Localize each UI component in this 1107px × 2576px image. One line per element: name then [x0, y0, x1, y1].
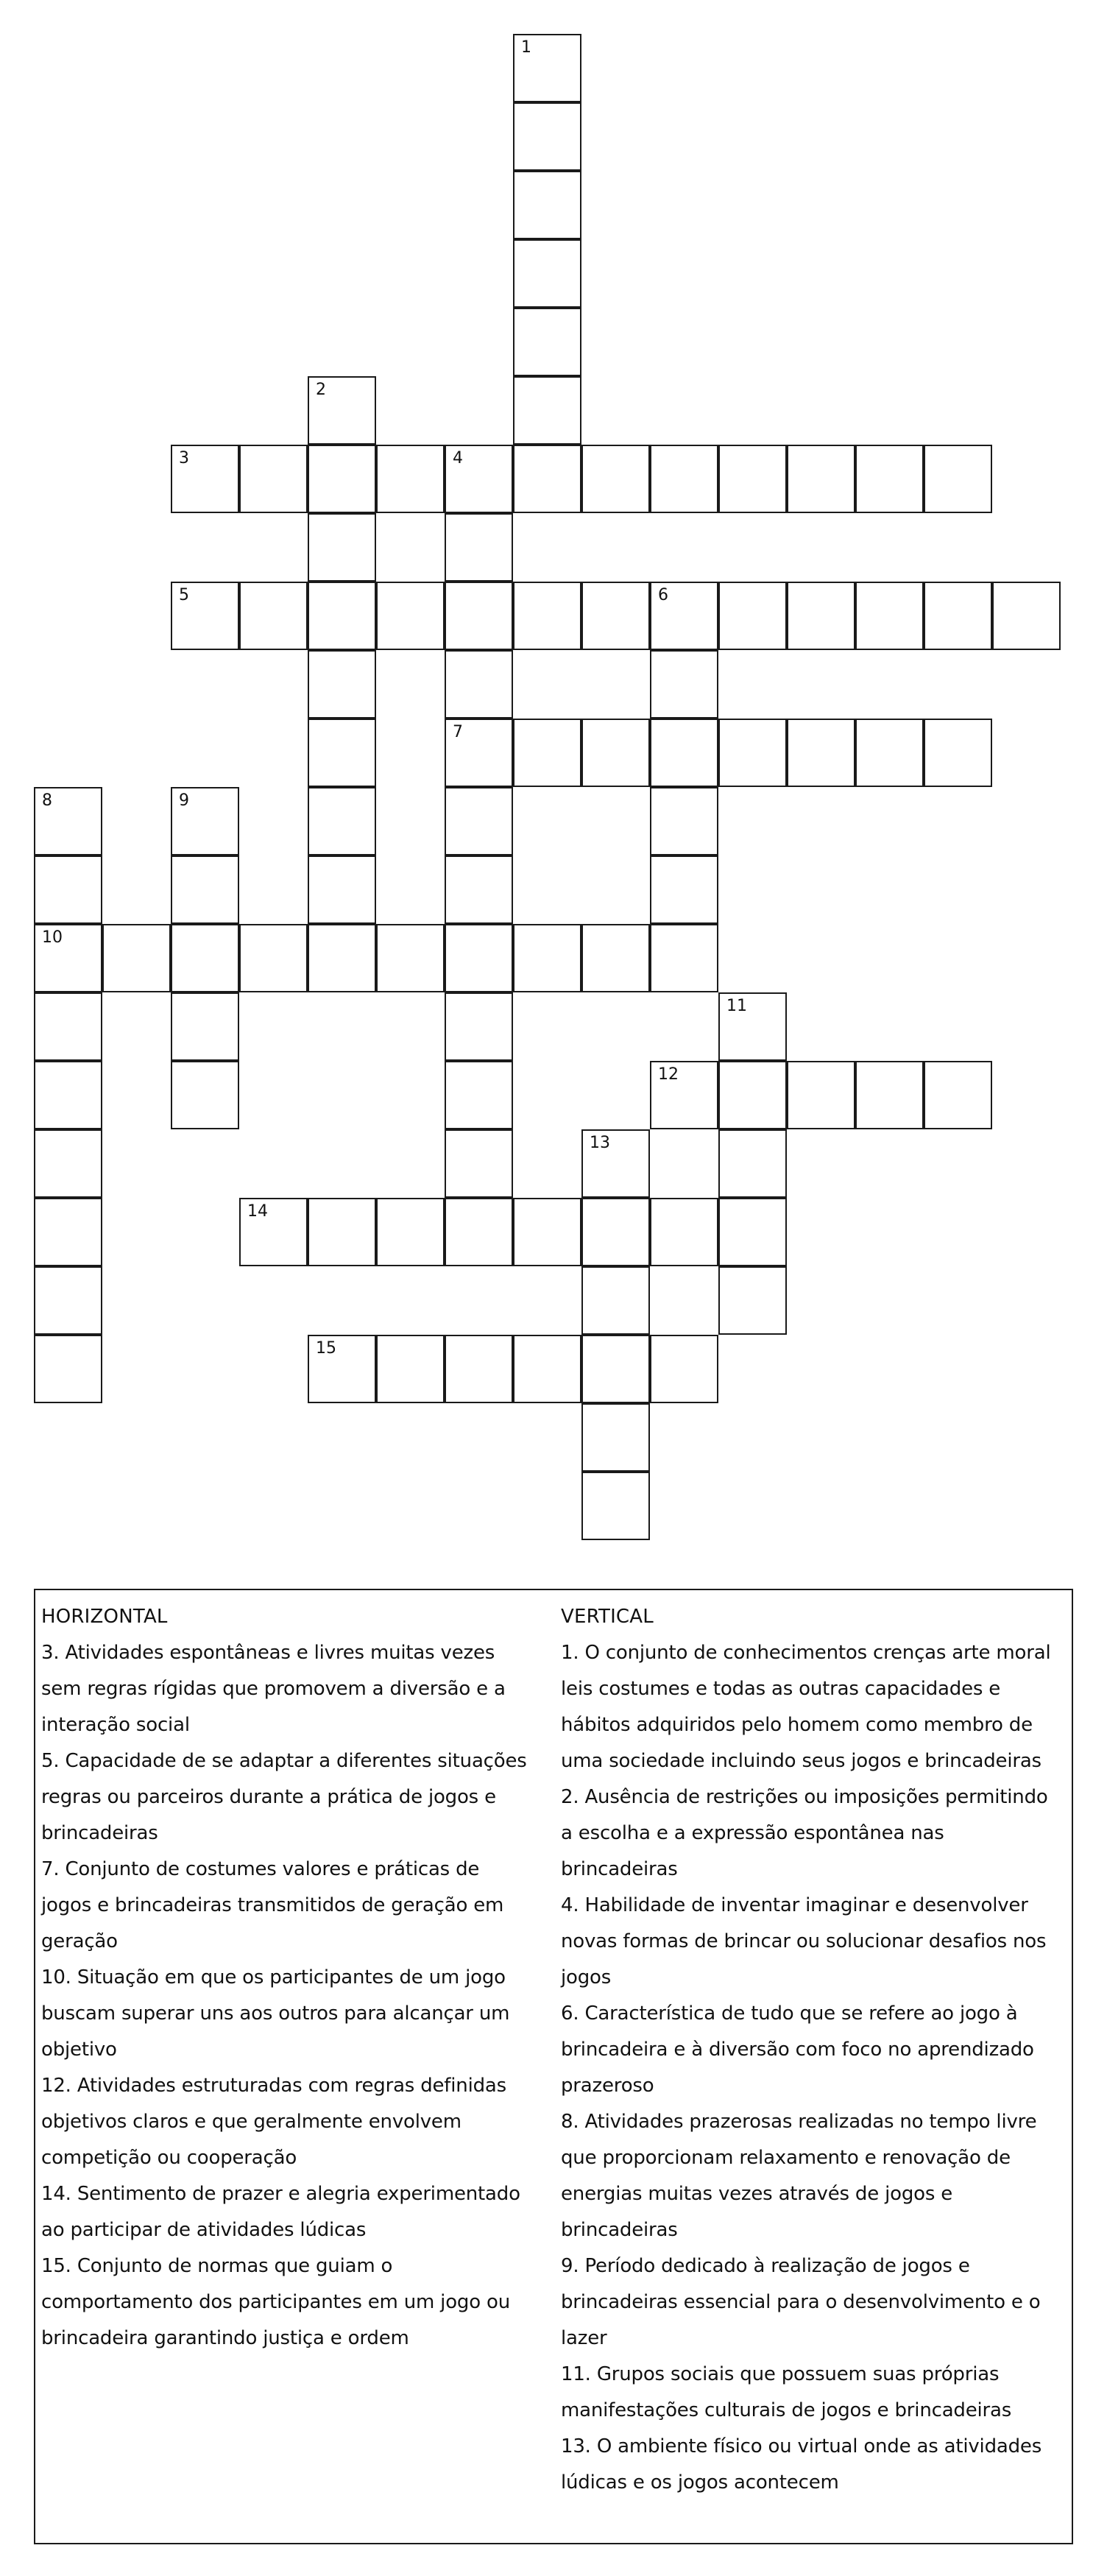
crossword-cell[interactable] — [34, 1266, 102, 1335]
crossword-cell[interactable] — [924, 1061, 992, 1129]
clue-line: que proporcionam relaxamento e renovação de — [561, 2147, 1011, 2169]
crossword-cell[interactable] — [308, 855, 376, 924]
clues-box — [34, 1589, 1073, 2544]
crossword-cell[interactable] — [445, 855, 513, 924]
crossword-cell[interactable] — [787, 1061, 855, 1129]
clue-number: 13 — [590, 1134, 610, 1152]
crossword-cell[interactable] — [650, 1198, 718, 1266]
crossword-cell[interactable] — [171, 1061, 239, 1129]
clue-number: 10 — [42, 928, 63, 947]
crossword-cell[interactable] — [992, 582, 1061, 650]
clue-line: uma sociedade incluindo seus jogos e brincadeiras — [561, 1750, 1041, 1772]
clue-line: 6. Característica de tudo que se refere ao jogo à — [561, 2002, 1018, 2025]
crossword-cell[interactable] — [513, 1335, 581, 1403]
crossword-cell[interactable] — [718, 719, 787, 787]
clue-line: lúdicas e os jogos acontecem — [561, 2471, 839, 2494]
vertical-clues — [561, 1599, 1072, 2501]
clue-line: objetivo — [41, 2039, 117, 2061]
crossword-cell[interactable] — [445, 1198, 513, 1266]
crossword-cell[interactable] — [787, 582, 855, 650]
crossword-cell[interactable] — [239, 1198, 308, 1266]
crossword-cell[interactable] — [34, 1198, 102, 1266]
crossword-cell[interactable] — [924, 719, 992, 787]
crossword-cell[interactable] — [445, 1061, 513, 1129]
crossword-cell[interactable] — [513, 34, 581, 102]
crossword-cell[interactable] — [34, 1061, 102, 1129]
crossword-cell[interactable] — [650, 924, 718, 992]
clue-line: 14. Sentimento de prazer e alegria experimentado — [41, 2183, 520, 2205]
clue-line: sem regras rígidas que promovem a diversão e a — [41, 1678, 506, 1700]
crossword-cell[interactable] — [445, 513, 513, 582]
crossword-cell[interactable] — [581, 1472, 650, 1540]
crossword-cell[interactable] — [855, 445, 924, 513]
clue-line: leis costumes e todas as outras capacidades e — [561, 1678, 1001, 1700]
clue-number: 6 — [658, 586, 668, 604]
crossword-cell[interactable] — [376, 445, 445, 513]
clue-number: 5 — [179, 586, 189, 604]
crossword-cell[interactable] — [308, 650, 376, 719]
crossword-cell[interactable] — [308, 787, 376, 855]
clue-line: brincadeiras essencial para o desenvolvimento e o — [561, 2291, 1041, 2313]
crossword-cell[interactable] — [513, 171, 581, 239]
clue-number: 15 — [316, 1339, 336, 1358]
crossword-cell[interactable] — [513, 308, 581, 376]
crossword-cell[interactable] — [924, 582, 992, 650]
crossword-cell[interactable] — [581, 445, 650, 513]
clue-line: 13. O ambiente físico ou virtual onde as atividades — [561, 2435, 1042, 2457]
vertical-heading: VERTICAL — [561, 1606, 654, 1628]
crossword-cell[interactable] — [718, 992, 787, 1061]
crossword-cell[interactable] — [171, 582, 239, 650]
clue-line: brincadeiras — [561, 1858, 678, 1880]
clue-line: 9. Período dedicado à realização de jogos e — [561, 2255, 970, 2277]
horizontal-clues — [41, 1599, 556, 2357]
crossword-cell[interactable] — [34, 787, 102, 855]
crossword-cell[interactable] — [445, 445, 513, 513]
clue-line: 12. Atividades estruturadas com regras definidas — [41, 2075, 506, 2097]
clue-number: 11 — [726, 997, 747, 1015]
clue-line: 7. Conjunto de costumes valores e práticas de — [41, 1858, 480, 1880]
clue-number: 2 — [316, 381, 326, 399]
clue-line: lazer — [561, 2327, 607, 2349]
clue-number: 7 — [453, 723, 463, 741]
crossword-cell[interactable] — [171, 992, 239, 1061]
crossword-cell[interactable] — [308, 513, 376, 582]
crossword-cell[interactable] — [650, 1335, 718, 1403]
crossword-cell[interactable] — [718, 1266, 787, 1335]
crossword-cell[interactable] — [239, 445, 308, 513]
crossword-cell[interactable] — [855, 1061, 924, 1129]
crossword-cell[interactable] — [171, 855, 239, 924]
crossword-cell[interactable] — [650, 445, 718, 513]
crossword-cell[interactable] — [718, 1198, 787, 1266]
crossword-cell[interactable] — [718, 1129, 787, 1198]
clue-number: 8 — [42, 791, 52, 810]
clue-number: 12 — [658, 1065, 679, 1084]
crossword-cell[interactable] — [650, 787, 718, 855]
crossword-cell[interactable] — [308, 924, 376, 992]
crossword-cell[interactable] — [239, 924, 308, 992]
crossword-cell[interactable] — [513, 1198, 581, 1266]
crossword-cell[interactable] — [445, 582, 513, 650]
clue-line: 8. Atividades prazerosas realizadas no tempo livre — [561, 2111, 1037, 2133]
crossword-cell[interactable] — [445, 787, 513, 855]
crossword-cell[interactable] — [308, 376, 376, 445]
crossword-cell[interactable] — [581, 1403, 650, 1472]
clue-line: interação social — [41, 1714, 190, 1736]
clue-line: objetivos claros e que geralmente envolvem — [41, 2111, 461, 2133]
crossword-cell[interactable] — [171, 445, 239, 513]
clue-line: jogos — [561, 1966, 612, 1989]
clue-number: 9 — [179, 791, 189, 810]
clue-line: hábitos adquiridos pelo homem como membro de — [561, 1714, 1033, 1736]
crossword-cell[interactable] — [581, 719, 650, 787]
clue-line: 3. Atividades espontâneas e livres muitas vezes — [41, 1642, 495, 1664]
crossword-cell[interactable] — [445, 924, 513, 992]
clue-line: brincadeira e à diversão com foco no aprendizado — [561, 2039, 1034, 2061]
clue-line: 2. Ausência de restrições ou imposições permitindo — [561, 1786, 1048, 1808]
crossword-cell[interactable] — [650, 650, 718, 719]
crossword-cell[interactable] — [787, 719, 855, 787]
clue-number: 3 — [179, 449, 189, 467]
clue-line: 1. O conjunto de conhecimentos crenças arte moral — [561, 1642, 1051, 1664]
horizontal-heading: HORIZONTAL — [41, 1606, 168, 1628]
crossword-cell[interactable] — [376, 582, 445, 650]
clue-line: regras ou parceiros durante a prática de jogos e — [41, 1786, 496, 1808]
clue-line: a escolha e a expressão espontânea nas — [561, 1822, 944, 1844]
crossword-cell[interactable] — [308, 445, 376, 513]
crossword-cell[interactable] — [855, 719, 924, 787]
crossword-cell[interactable] — [445, 719, 513, 787]
clue-line: brincadeiras — [561, 2219, 678, 2241]
crossword-cell[interactable] — [102, 924, 171, 992]
clue-line: 5. Capacidade de se adaptar a diferentes situações — [41, 1750, 527, 1772]
clue-line: brincadeira garantindo justiça e ordem — [41, 2327, 409, 2349]
crossword-cell[interactable] — [581, 924, 650, 992]
crossword-cell[interactable] — [718, 445, 787, 513]
clue-number: 14 — [247, 1202, 268, 1221]
crossword-cell[interactable] — [34, 1129, 102, 1198]
crossword-cell[interactable] — [376, 1198, 445, 1266]
crossword-cell[interactable] — [650, 719, 718, 787]
crossword-cell[interactable] — [308, 1198, 376, 1266]
crossword-cell[interactable] — [445, 992, 513, 1061]
crossword-cell[interactable] — [650, 582, 718, 650]
crossword-cell[interactable] — [34, 924, 102, 992]
crossword-cell[interactable] — [513, 376, 581, 445]
clue-line: prazeroso — [561, 2075, 654, 2097]
crossword-cell[interactable] — [513, 924, 581, 992]
crossword-cell[interactable] — [445, 650, 513, 719]
crossword-cell[interactable] — [34, 992, 102, 1061]
crossword-cell[interactable] — [171, 924, 239, 992]
crossword-cell[interactable] — [513, 582, 581, 650]
clue-line: 15. Conjunto de normas que guiam o — [41, 2255, 393, 2277]
clue-line: 10. Situação em que os participantes de um jogo — [41, 1966, 506, 1989]
clue-line: ao participar de atividades lúdicas — [41, 2219, 367, 2241]
crossword-cell[interactable] — [855, 582, 924, 650]
crossword-cell[interactable] — [34, 855, 102, 924]
crossword-cell[interactable] — [787, 445, 855, 513]
crossword-cell[interactable] — [239, 582, 308, 650]
crossword-cell[interactable] — [581, 1266, 650, 1335]
crossword-cell[interactable] — [34, 1335, 102, 1403]
crossword-cell[interactable] — [718, 582, 787, 650]
clue-line: 11. Grupos sociais que possuem suas próprias — [561, 2363, 1000, 2385]
crossword-cell[interactable] — [650, 1061, 718, 1129]
clue-line: 4. Habilidade de inventar imaginar e desenvolver — [561, 1894, 1028, 1916]
crossword-cell[interactable] — [445, 1129, 513, 1198]
crossword-cell[interactable] — [308, 719, 376, 787]
clue-line: manifestações culturais de jogos e brincadeiras — [561, 2399, 1012, 2421]
crossword-cell[interactable] — [513, 102, 581, 171]
clue-line: geração — [41, 1930, 118, 1952]
crossword-cell[interactable] — [924, 445, 992, 513]
crossword-cell[interactable] — [376, 1335, 445, 1403]
clue-line: energias muitas vezes através de jogos e — [561, 2183, 953, 2205]
crossword-cell[interactable] — [308, 582, 376, 650]
crossword-cell[interactable] — [718, 1061, 787, 1129]
crossword-cell[interactable] — [445, 1335, 513, 1403]
crossword-cell[interactable] — [171, 787, 239, 855]
crossword-cell[interactable] — [581, 1198, 650, 1266]
crossword-cell[interactable] — [513, 445, 581, 513]
clue-line: buscam superar uns aos outros para alcançar um — [41, 2002, 510, 2025]
crossword-cell[interactable] — [581, 1129, 650, 1198]
crossword-cell[interactable] — [650, 855, 718, 924]
crossword-cell[interactable] — [308, 1335, 376, 1403]
clue-line: comportamento dos participantes em um jogo ou — [41, 2291, 510, 2313]
crossword-cell[interactable] — [513, 239, 581, 308]
clue-number: 4 — [453, 449, 463, 467]
clue-line: jogos e brincadeiras transmitidos de geração em — [41, 1894, 504, 1916]
clue-line: brincadeiras — [41, 1822, 158, 1844]
crossword-cell[interactable] — [513, 719, 581, 787]
clue-number: 1 — [521, 38, 531, 57]
clue-line: competição ou cooperação — [41, 2147, 297, 2169]
crossword-cell[interactable] — [581, 582, 650, 650]
crossword-cell[interactable] — [581, 1335, 650, 1403]
clue-line: novas formas de brincar ou solucionar desafios nos — [561, 1930, 1047, 1952]
crossword-cell[interactable] — [376, 924, 445, 992]
